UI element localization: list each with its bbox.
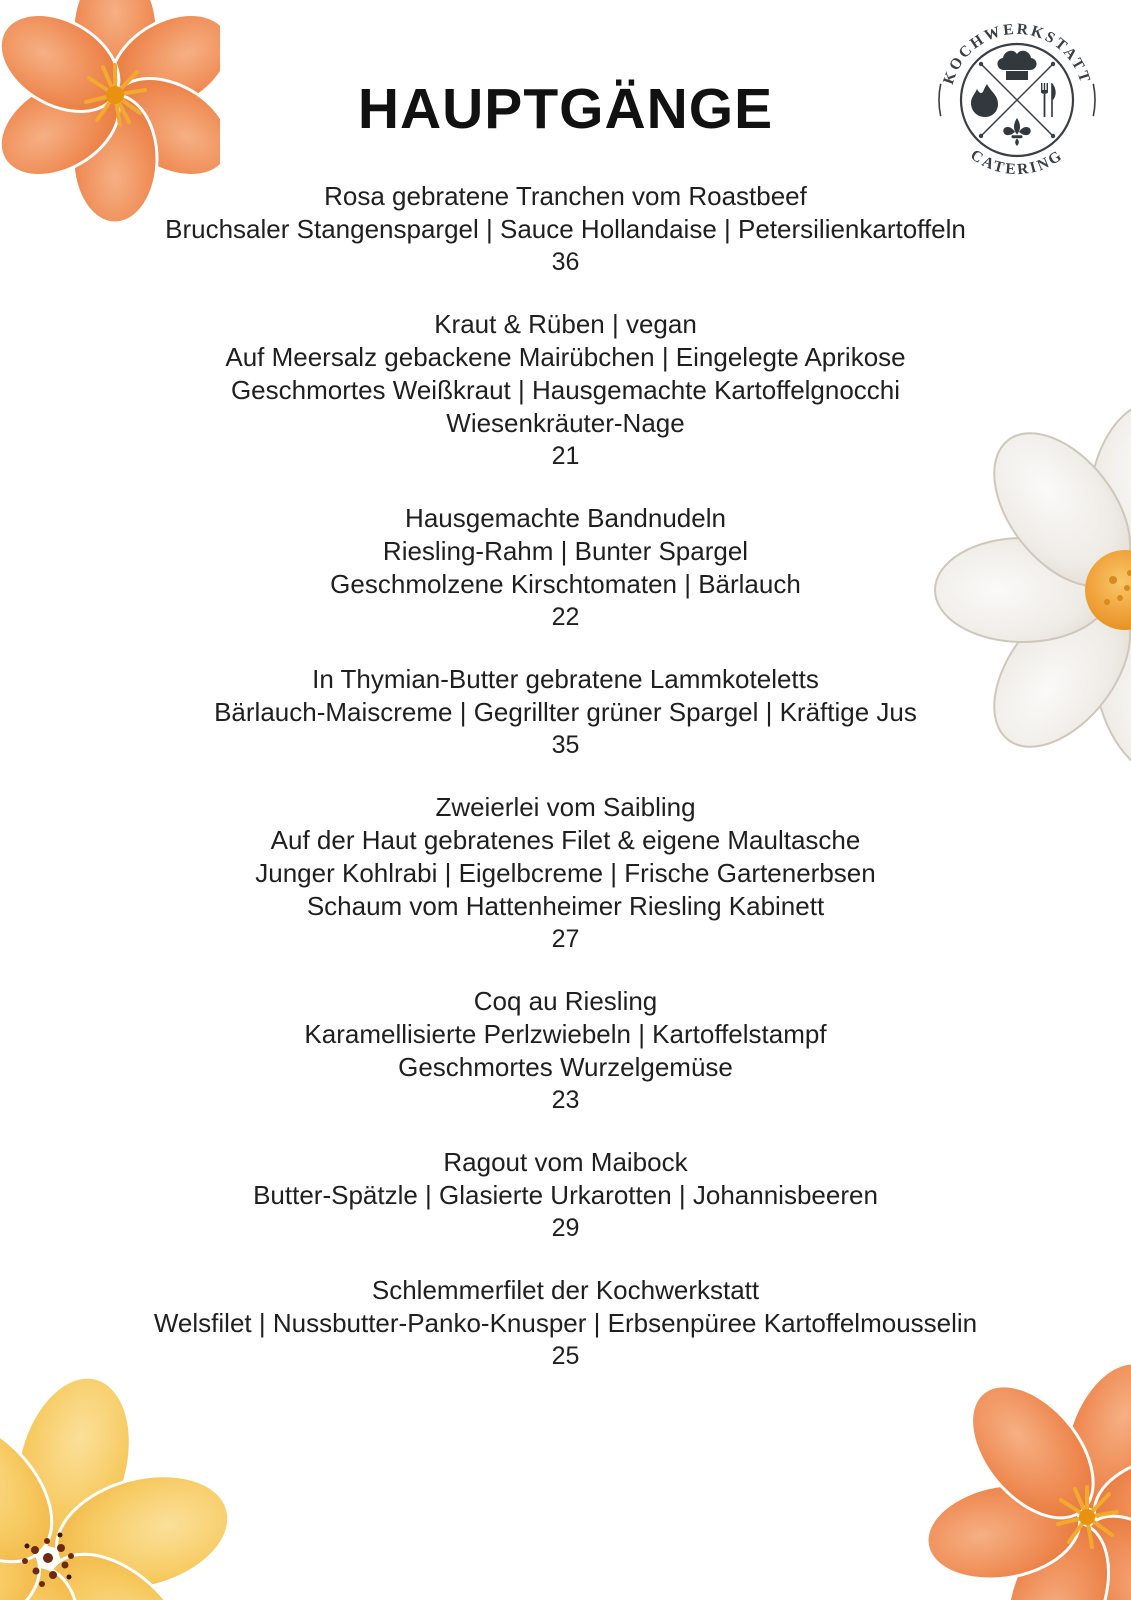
course-description: Schaum vom Hattenheimer Riesling Kabinett	[306, 891, 825, 921]
course-name: Hausgemachte Bandnudeln	[405, 503, 726, 533]
course-name: Rosa gebratene Tranchen vom Roastbeef	[324, 181, 807, 211]
course-description: Bruchsaler Stangenspargel | Sauce Hollandaise | Petersilienkartoffeln	[165, 214, 966, 244]
course-item	[36, 663, 1096, 762]
course-price: 23	[551, 1086, 580, 1114]
course-description: Geschmolzene Kirschtomaten | Bärlauch	[330, 569, 801, 599]
course-item	[36, 1274, 1096, 1373]
course-price: 25	[551, 1342, 580, 1370]
course-name: In Thymian-Butter gebratene Lammkoteletts	[312, 664, 819, 694]
course-name: Coq au Riesling	[473, 986, 658, 1016]
logo-arc-text-bottom: CATERING	[967, 146, 1067, 179]
course-name: Zweierlei vom Saibling	[435, 792, 696, 822]
course-price: 21	[551, 442, 580, 470]
course-name: Kraut & Rüben | vegan	[434, 309, 697, 339]
logo-arc-text-top: KOCHWERKSTATT	[939, 20, 1095, 87]
course-description: Auf Meersalz gebackene Mairübchen | Eingelegte Aprikose	[225, 342, 906, 372]
course-description: Junger Kohlrabi | Eigelbcreme | Frische Gartenerbsen	[255, 858, 876, 888]
course-description: Geschmortes Wurzelgemüse	[398, 1052, 733, 1082]
course-name: Schlemmerfilet der Kochwerkstatt	[371, 1275, 760, 1305]
course-item	[36, 1146, 1096, 1245]
dark-flower-center	[22, 1533, 74, 1588]
course-price: 22	[551, 603, 580, 631]
course-price: 27	[551, 925, 580, 953]
course-description: Karamellisierte Perlzwiebeln | Kartoffelstampf	[304, 1019, 827, 1049]
stamens	[1058, 1487, 1117, 1547]
course-description: Auf der Haut gebratenes Filet & eigene Maultasche	[270, 825, 861, 855]
course-list	[36, 180, 1096, 1402]
course-description: Geschmortes Weißkraut | Hausgemachte Kartoffelgnocchi	[230, 375, 901, 405]
course-price: 36	[551, 248, 580, 276]
course-description: Wiesenkräuter-Nage	[446, 408, 685, 438]
course-price: 29	[551, 1214, 580, 1242]
course-price: 35	[551, 731, 580, 759]
course-description: Welsfilet | Nussbutter-Panko-Knusper | Erbsenpüree Kartoffelmousselin	[153, 1308, 978, 1338]
center-texture	[1104, 570, 1131, 608]
course-item	[36, 791, 1096, 956]
course-item	[36, 502, 1096, 634]
course-item	[36, 308, 1096, 473]
course-description: Riesling-Rahm | Bunter Spargel	[382, 536, 749, 566]
course-description: Bärlauch-Maiscreme | Gegrillter grüner Spargel | Kräftige Jus	[214, 697, 917, 727]
course-item	[36, 985, 1096, 1117]
page-title: HAUPTGÄNGE	[357, 77, 774, 141]
course-description: Butter-Spätzle | Glasierte Urkarotten | Johannisbeeren	[253, 1180, 878, 1210]
course-name: Ragout vom Maibock	[443, 1147, 688, 1177]
course-item	[36, 180, 1096, 279]
